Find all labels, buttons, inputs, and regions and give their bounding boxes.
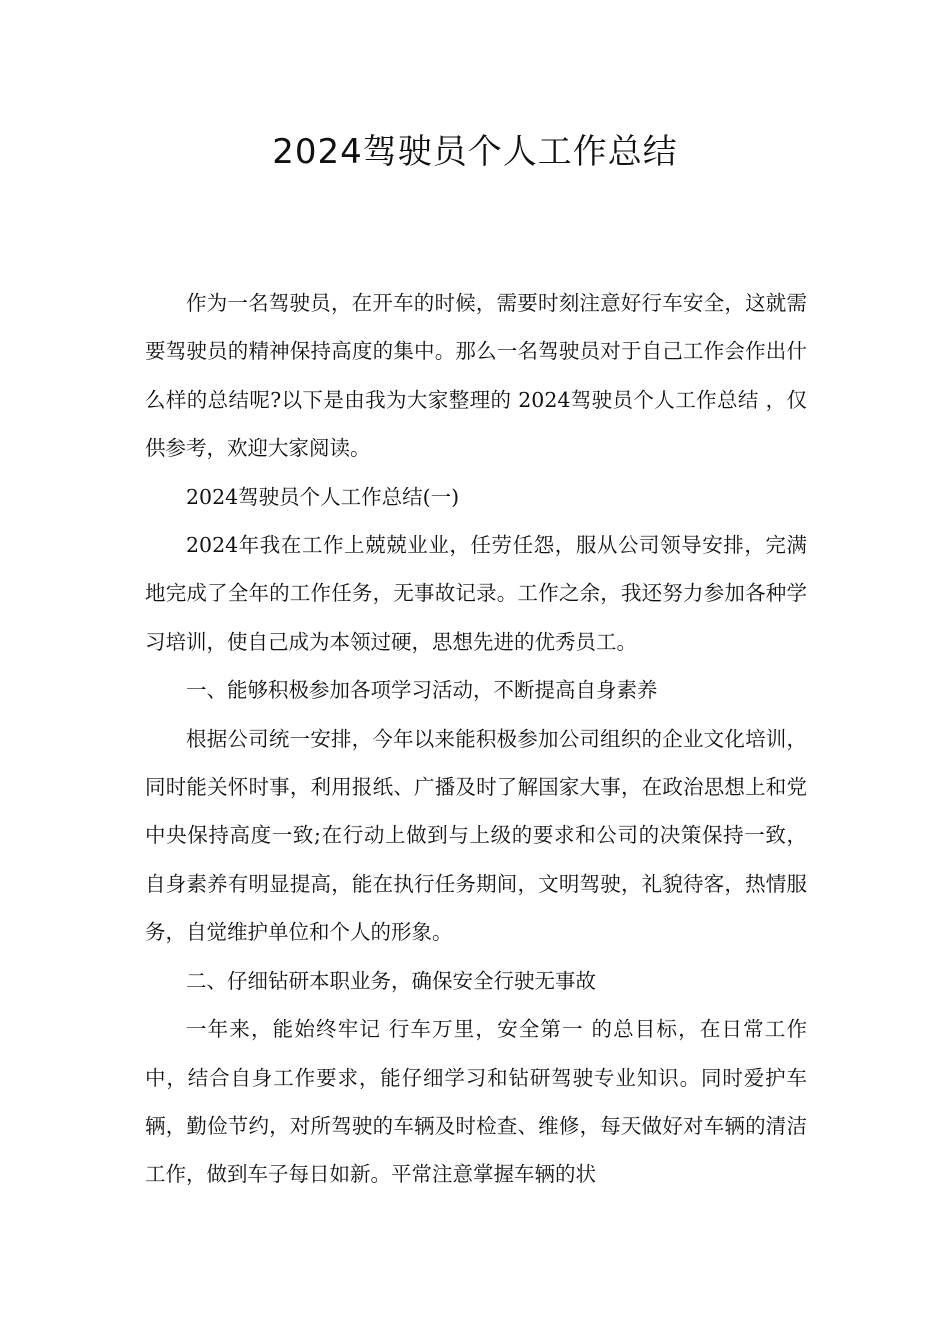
section-2-paragraph: 一年来，能始终牢记 行车万里，安全第一 的总目标，在日常工作中，结合自身工作要求，能仔细学习和钻研驾驶专业知识。同时爱护车辆，勤俭节约，对所驾驶的车辆及时检查、维修，每天做好对车辆的清洁工作，做到车子每日如新。平常注意掌握车辆的状 (145, 1017, 807, 1187)
section-1-paragraph: 根据公司统一安排，今年以来能积极参加公司组织的企业文化培训，同时能关怀时事，利用报纸、广播及时了解国家大事，在政治思想上和党中央保持高度一致;在行动上做到与上级的要求和公司的决策保持一致，自身素养有明显提高，能在执行任务期间，文明驾驶，礼貌待客，热情服务，自觉维护单位和个人的形象。 (145, 726, 807, 945)
summary-paragraph: 2024年我在工作上兢兢业业，任劳任怨，服从公司领导安排，完满地完成了全年的工作任务，无事故记录。工作之余，我还努力参加各种学习培训，使自己成为本领过硬，思想先进的优秀员工。 (145, 533, 807, 654)
document-title: 2024驾驶员个人工作总结 (272, 132, 678, 172)
section-heading-2: 二、仔细钻研本职业务，确保安全行驶无事故 (186, 968, 596, 993)
section-heading-1: 一、能够积极参加各项学习活动，不断提高自身素养 (186, 678, 658, 703)
intro-paragraph: 作为一名驾驶员，在开车的时候，需要时刻注意好行车安全，这就需要驾驶员的精神保持高度的集中。那么一名驾驶员对于自己工作会作出什么样的总结呢?以下是由我为大家整理的 2024驾驶员个人工作总结 ，仅供参考，欢迎大家阅读。 (145, 291, 807, 461)
document-body (145, 279, 807, 1199)
section-title: 2024驾驶员个人工作总结(一) (186, 484, 460, 509)
